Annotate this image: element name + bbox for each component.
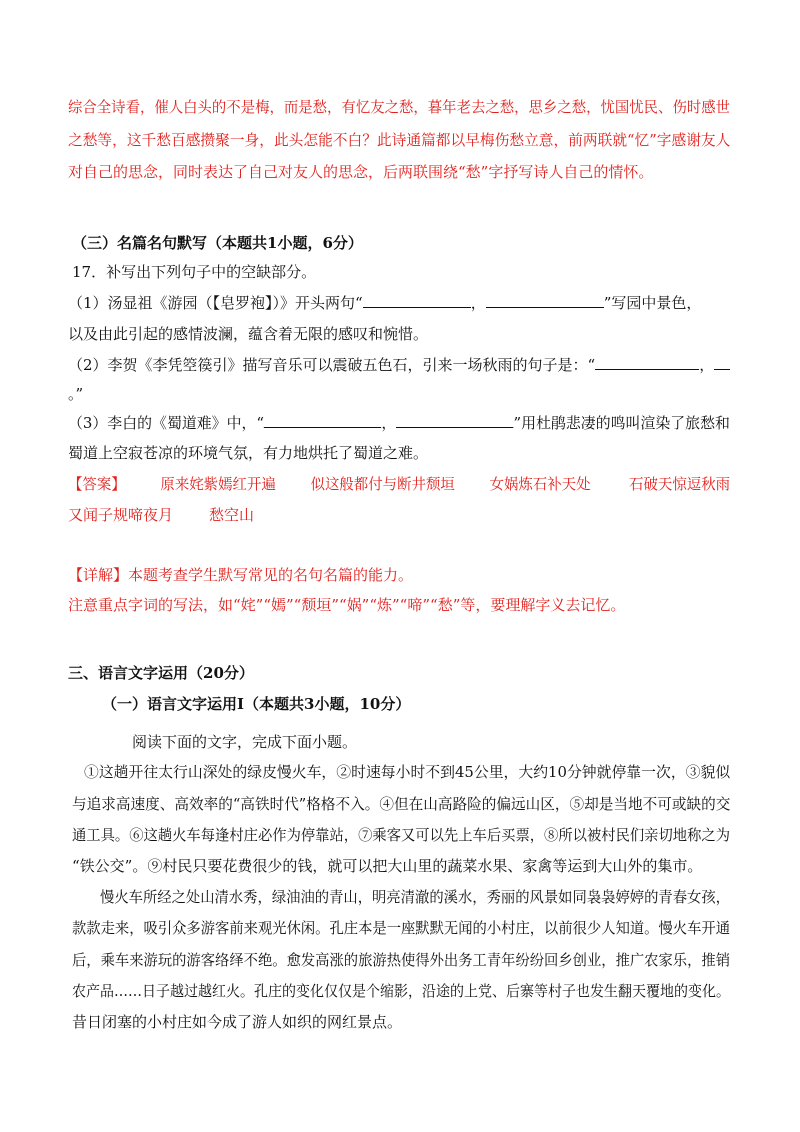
answer-blank-6[interactable] bbox=[396, 413, 513, 428]
passage-p2-line-5: 昔日闭塞的小村庄如今成了游人如织的网红景点。 bbox=[72, 1013, 403, 1031]
answer-line-2 bbox=[68, 504, 254, 526]
passage-p1-line-4: “铁公交”。⑨村民只要花费很少的钱，就可以把大山里的蔬菜水果、家禽等运到大山外的集市。 bbox=[72, 857, 703, 875]
answer-item-1: 原来姹紫嫣红开遍 bbox=[160, 475, 276, 493]
answer-item-4: 石破天惊逗秋雨 bbox=[629, 475, 731, 493]
question-17-3 bbox=[68, 412, 730, 434]
passage-p2-line-2: 款款走来，吸引众多游客前来观光休闲。孔庄本是一座默默无闻的小村庄，以前很少人知道。慢火车开通 bbox=[72, 919, 731, 937]
section-heading-dictation: （三）名篇名句默写（本题共1小题，6分） bbox=[72, 234, 363, 252]
answer-blank-2[interactable] bbox=[486, 293, 604, 308]
question-17-stem: 17．补写出下列句子中的空缺部分。 bbox=[72, 263, 317, 281]
q2-comma: ， bbox=[699, 356, 715, 374]
q2-text-a: （2）李贺《李凭箜篌引》描写音乐可以震破五色石，引来一场秋雨的句子是：“ bbox=[68, 356, 596, 374]
reading-instruction: 阅读下面的文字，完成下面小题。 bbox=[132, 733, 358, 751]
passage-p2-line-3: 后，乘车来游玩的游客络绎不绝。愈发高涨的旅游热使得外出务工青年纷纷回乡创业，推广农家乐，推销 bbox=[72, 951, 731, 969]
detail-label: 【详解】 bbox=[68, 566, 129, 584]
detail-line-2: 注意重点字词的写法，如“姹”“嫣”“颓垣”“娲”“炼”“啼”“愁”等，要理解字义去记忆。 bbox=[68, 596, 626, 614]
question-17-2-end: 。” bbox=[68, 385, 84, 403]
q3-comma: ， bbox=[381, 414, 397, 432]
analysis-line-1: 综合全诗看，催人白头的不是梅，而是愁，有忆友之愁，暮年老去之愁，思乡之愁，忧国忧民、伤时感世 bbox=[68, 98, 731, 116]
answer-line-1 bbox=[68, 473, 730, 495]
question-17-3-cont: 蜀道上空寂苍凉的环境气氛，有力地烘托了蜀道之难。 bbox=[68, 444, 429, 462]
answer-blank-3[interactable] bbox=[595, 355, 699, 370]
section-heading-language: 三、语言文字运用（20分） bbox=[68, 664, 254, 682]
analysis-line-2: 之愁等，这千愁百感攒聚一身，此头怎能不白？此诗通篇都以早梅伤愁立意，前两联就“忆”字感谢友人 bbox=[68, 131, 731, 149]
passage-p1-line-1: ①这趟开往太行山深处的绿皮慢火车，②时速每小时不到45公里，大约10分钟就停靠一次，③貌似 bbox=[84, 763, 731, 781]
q1-text-a: （1）汤显祖《游园（【皂罗袍】）》开头两句“ bbox=[68, 294, 363, 312]
passage-p1-line-2: 与追求高速度、高效率的“高铁时代”格格不入。④但在山高路险的偏远山区，⑤却是当地不可或缺的交 bbox=[72, 795, 731, 813]
answer-blank-4[interactable] bbox=[714, 355, 730, 370]
q3-text-b: ”用杜鹃悲凄的鸣叫渲染了旅愁和 bbox=[513, 414, 730, 432]
passage-p2-line-4: 农产品……日子越过越红火。孔庄的变化仅仅是个缩影，沿途的上党、后寨等村子也发生翻天覆地的变化。 bbox=[72, 982, 731, 1000]
answer-item-6: 愁空山 bbox=[209, 506, 255, 524]
passage-p1-line-3: 通工具。⑥这趟火车每逢村庄必作为停靠站，⑦乘客又可以先上车后买票，⑧所以被村民们亲切地称之为 bbox=[72, 826, 731, 844]
q1-text-b: ”写园中景色， bbox=[603, 294, 702, 312]
question-17-1-cont: 以及由此引起的感情波澜，蕴含着无限的感叹和惋惜。 bbox=[68, 325, 429, 343]
detail-line-1 bbox=[68, 564, 413, 586]
question-17-1 bbox=[68, 292, 701, 314]
answer-blank-5[interactable] bbox=[264, 413, 381, 428]
answer-blank-1[interactable] bbox=[363, 293, 471, 308]
answer-item-3: 女娲炼石补天处 bbox=[489, 475, 591, 493]
analysis-line-3: 对自己的思念，同时表达了自己对友人的思念，后两联围绕“愁”字抒写诗人自己的情怀。 bbox=[68, 163, 654, 181]
answer-item-5: 又闻子规啼夜月 bbox=[68, 506, 174, 524]
q3-text-a: （3）李白的《蜀道难》中，“ bbox=[68, 414, 265, 432]
question-17-2 bbox=[68, 354, 730, 376]
q1-comma: ， bbox=[470, 294, 486, 312]
answer-label: 【答案】 bbox=[68, 475, 126, 493]
detail-text: 本题考查学生默写常见的名句名篇的能力。 bbox=[128, 566, 414, 584]
answer-item-2: 似这般都付与断井颓垣 bbox=[310, 475, 455, 493]
sub-heading-language-1: （一）语言文字运用Ⅰ（本题共3小题，10分） bbox=[102, 695, 411, 713]
passage-p2-line-1: 慢火车所经之处山清水秀，绿油油的青山，明亮清澈的溪水，秀丽的风景如同袅袅婷婷的青春女孩， bbox=[100, 888, 731, 906]
